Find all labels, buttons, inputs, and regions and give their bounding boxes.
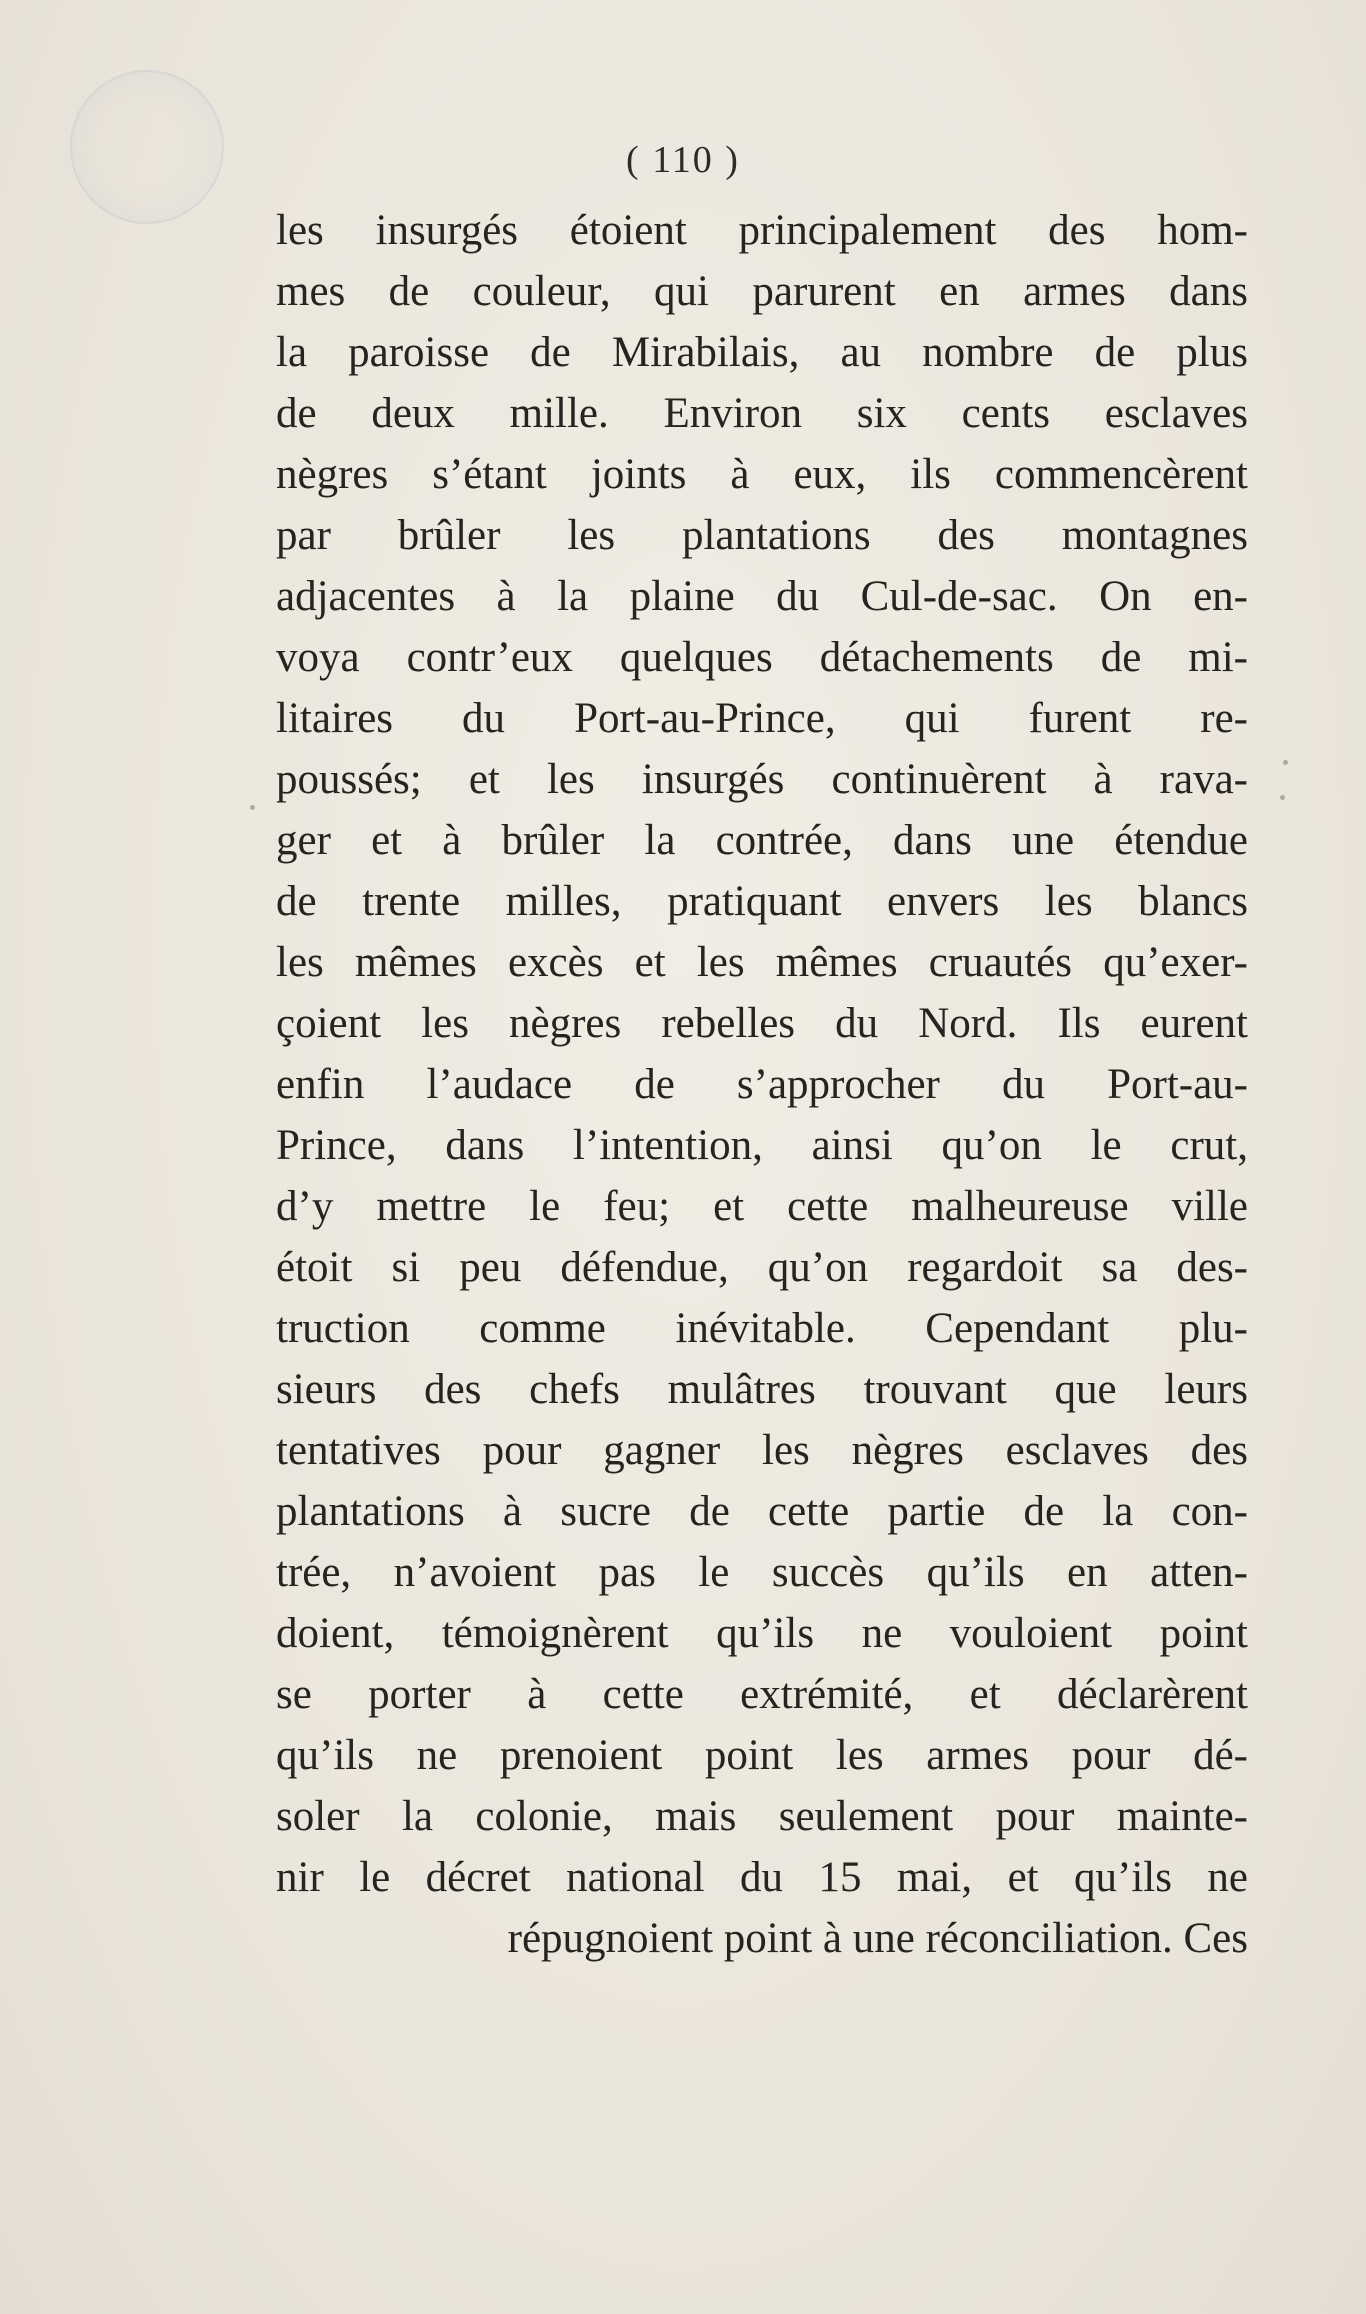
page-number: ( 110 ) bbox=[626, 139, 740, 181]
text-line: mes de couleur, qui parurent en armes dans bbox=[276, 268, 1248, 315]
text-line: doient, témoignèrent qu’ils ne vouloient point bbox=[276, 1610, 1248, 1657]
text-line: de deux mille. Environ six cents esclaves bbox=[276, 390, 1248, 437]
text-line: qu’ils ne prenoient point les armes pour dé- bbox=[276, 1732, 1248, 1779]
text-line: étoit si peu défendue, qu’on regardoit sa des- bbox=[276, 1244, 1248, 1291]
ink-speck bbox=[1283, 760, 1288, 765]
text-line: ger et à brûler la contrée, dans une étendue bbox=[276, 817, 1248, 864]
text-line: litaires du Port-au-Prince, qui furent re- bbox=[276, 695, 1248, 742]
text-line: par brûler les plantations des montagnes bbox=[276, 512, 1248, 559]
text-line: la paroisse de Mirabilais, au nombre de plus bbox=[276, 329, 1248, 376]
body-text bbox=[276, 200, 1248, 1969]
text-line: nègres s’étant joints à eux, ils commencèrent bbox=[276, 451, 1248, 498]
text-line: trée, n’avoient pas le succès qu’ils en atten- bbox=[276, 1549, 1248, 1596]
text-line: répugnoient point à une réconciliation. Ces bbox=[507, 1915, 1248, 1962]
text-line: çoient les nègres rebelles du Nord. Ils eurent bbox=[276, 1000, 1248, 1047]
text-line: enfin l’audace de s’approcher du Port-au- bbox=[276, 1061, 1248, 1108]
text-line: de trente milles, pratiquant envers les blancs bbox=[276, 878, 1248, 925]
ink-speck bbox=[1280, 795, 1285, 800]
ink-speck bbox=[250, 805, 255, 810]
text-line: sieurs des chefs mulâtres trouvant que leurs bbox=[276, 1366, 1248, 1413]
text-line: voya contr’eux quelques détachements de mi- bbox=[276, 634, 1248, 681]
text-line: les insurgés étoient principalement des hom- bbox=[276, 207, 1248, 254]
text-line: truction comme inévitable. Cependant plu- bbox=[276, 1305, 1248, 1352]
text-line: les mêmes excès et les mêmes cruautés qu’exer- bbox=[276, 939, 1248, 986]
text-line: plantations à sucre de cette partie de la con- bbox=[276, 1488, 1248, 1535]
text-line: tentatives pour gagner les nègres esclaves des bbox=[276, 1427, 1248, 1474]
text-line: d’y mettre le feu; et cette malheureuse ville bbox=[276, 1183, 1248, 1230]
text-line: Prince, dans l’intention, ainsi qu’on le crut, bbox=[276, 1122, 1248, 1169]
text-line: nir le décret national du 15 mai, et qu’ils ne bbox=[276, 1854, 1248, 1901]
text-line: poussés; et les insurgés continuèrent à rava- bbox=[276, 756, 1248, 803]
text-line: soler la colonie, mais seulement pour mainte- bbox=[276, 1793, 1248, 1840]
text-line: se porter à cette extrémité, et déclarèrent bbox=[276, 1671, 1248, 1718]
text-line: adjacentes à la plaine du Cul-de-sac. On en- bbox=[276, 573, 1248, 620]
